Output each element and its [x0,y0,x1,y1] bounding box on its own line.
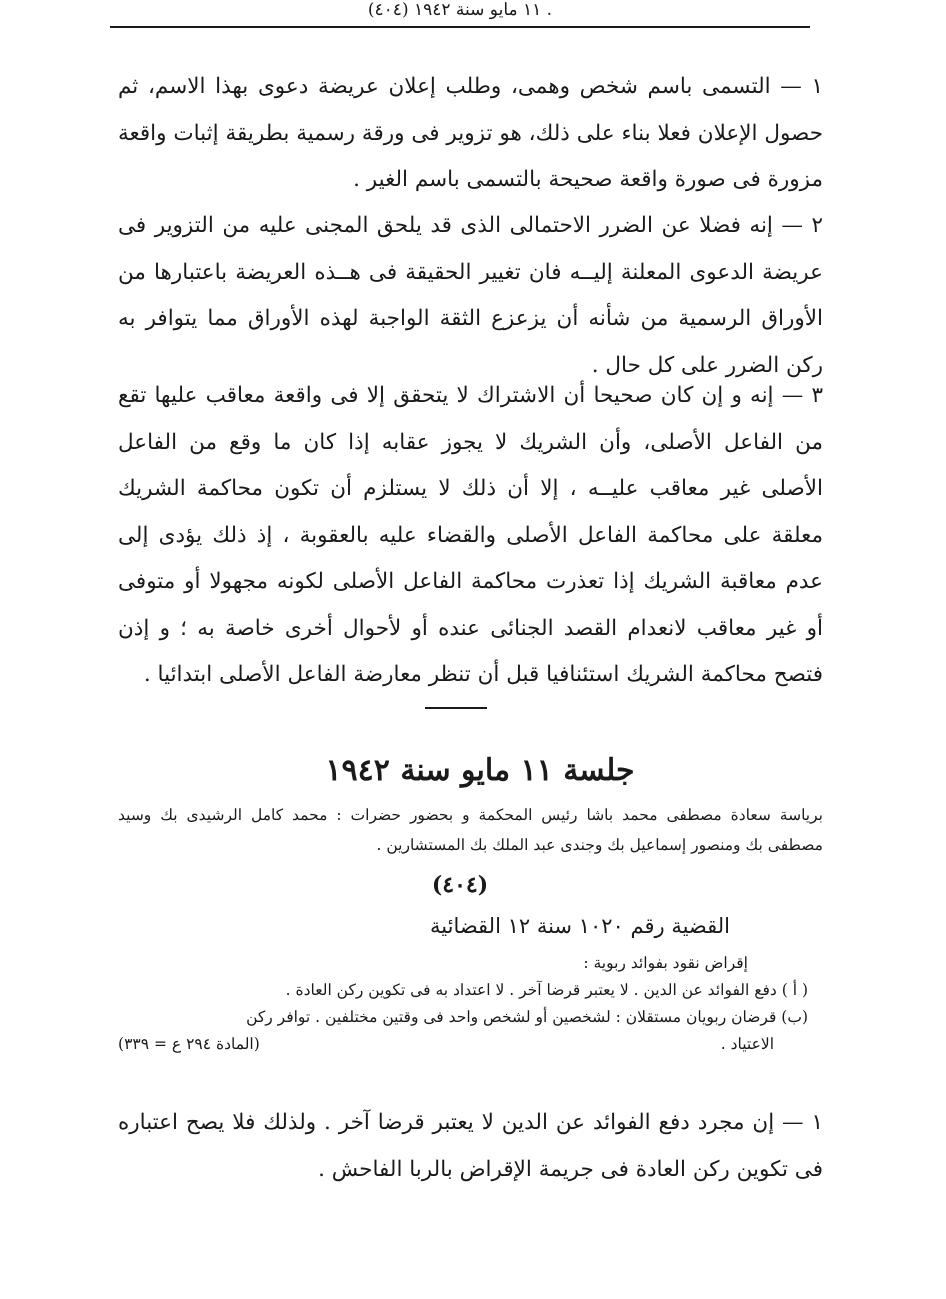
case-digest [118,950,808,1058]
digest-topic: إقراض نقود بفوائد ربوية : [583,954,748,972]
header-rule [110,26,810,28]
session-title: جلسة ١١ مايو سنة ١٩٤٢ [325,753,635,788]
case-number: (٤٠٤) [431,872,489,898]
closing-paragraph: ١ — إن مجرد دفع الفوائد عن الدين لا يعتبر قرضا آخر . ولذلك فلا يصح اعتباره فى تكوين ركن العادة فى جريمة الإقراض بالربا الفاحش . [118,1110,823,1182]
digest-clause-b: (ب) قرضان ربويان مستقلان : لشخصين أو لشخص واحد فى وقتين مختلفين . توافر ركن [246,1008,808,1026]
section-separator [425,707,487,709]
paragraph-1: ١ — التسمى باسم شخص وهمى، وطلب إعلان عريضة دعوى بهذا الاسم، ثم حصول الإعلان فعلا بناء على ذلك، هو تزوير فى ورقة رسمية بطريقة إثبات واقعة مزورة فى صورة واقعة صحيحة بالتسمى باسم الغير . [118,74,823,192]
case-title: القضية رقم ١٠٢٠ سنة ١٢ القضائية [430,914,730,938]
running-head: . ١١ مايو سنة ١٩٤٢ (٤٠٤) [367,0,553,20]
digest-clause-b-continuation: الاعتياد . [720,1035,774,1053]
statute-reference: (المادة ٢٩٤ ع = ٣٣٩) [118,1035,260,1053]
session-presidency: برياسة سعادة مصطفى محمد باشا رئيس المحكمة و بحضور حضرات : محمد كامل الرشيدى بك وسيد مصطفى بك ومنصور إسماعيل بك وجندى عبد الملك بك المستشارين . [118,806,823,854]
paragraph-2: ٢ — إنه فضلا عن الضرر الاحتمالى الذى قد يلحق المجنى عليه من التزوير فى عريضة الدعوى المعلنة إليــه فان تغيير الحقيقة فى هــذه العريضة باعتبارها من الأوراق الرسمية من شأنه أن يزعزع الثقة الواجبة لهذه الأوراق مما يتوافر به ركن الضرر على كل حال . [118,213,823,378]
paragraph-3: ٣ — إنه و إن كان صحيحا أن الاشتراك لا يتحقق إلا فى واقعة معاقب عليها تقع من الفاعل الأصلى، وأن الشريك لا يجوز عقابه إذا كان ما وقع من الفاعل الأصلى غير معاقب عليــه ، إلا أن ذلك لا يستلزم أن تكون محاكمة الشريك معلقة على محاكمة الفاعل الأصلى والقضاء عليه بالعقوبة ، إذ ذلك يؤدى إلى عدم معاقبة الشريك إذا تعذرت محاكمة الفاعل الأصلى لكونه مجهولا أو متوفى أو غير معاقب لانعدام القصد الجنائى عنده أو لأحوال أخرى خاصة به ؛ و إذن فتصح محاكمة الشريك استئنافيا قبل أن تنظر معارضة الفاعل الأصلى ابتدائيا . [118,383,823,687]
digest-reference-row [118,1031,774,1058]
digest-clause-a: ( أ ) دفع الفوائد عن الدين . لا يعتبر قرضا آخر . لا اعتداد به فى تكوين ركن العادة . [285,981,808,999]
